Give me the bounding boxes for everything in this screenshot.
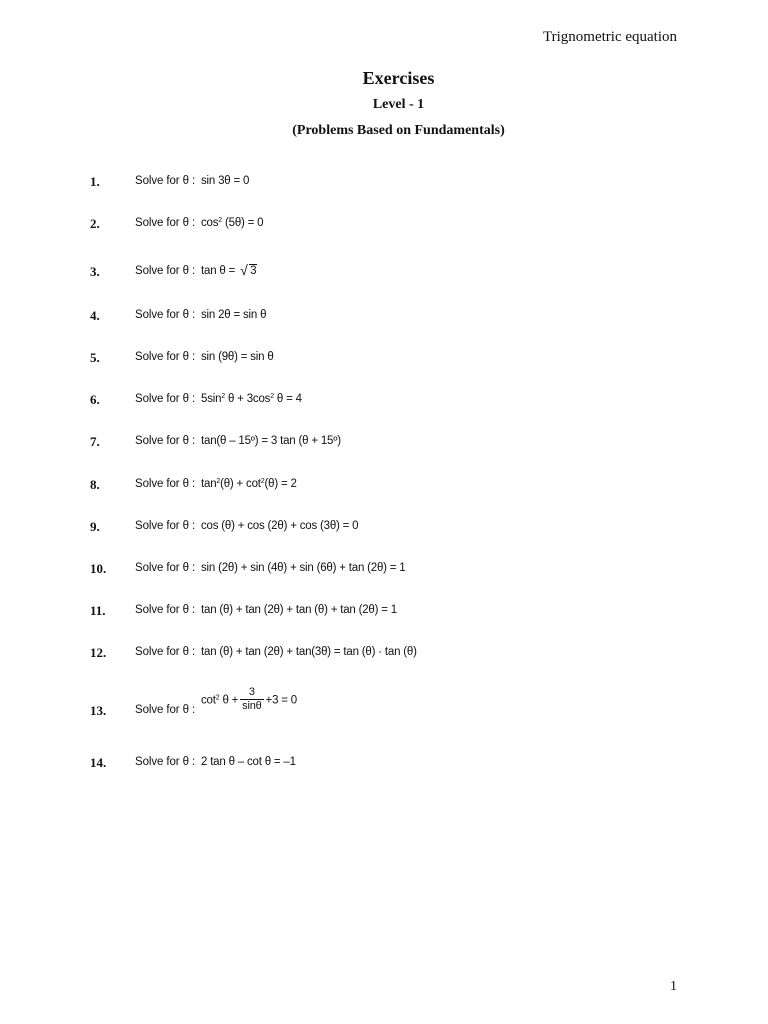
problem-prefix: Solve for θ :	[135, 351, 196, 363]
problem-item	[90, 755, 690, 775]
eq-superscript: 2	[216, 478, 221, 485]
eq-superscript: 2	[270, 393, 274, 400]
problem-number: 2.	[90, 216, 100, 231]
eq-superscript: 2	[215, 694, 220, 702]
level-heading: Level - 1	[372, 97, 425, 112]
problem-item	[90, 686, 690, 723]
problem-item	[90, 645, 690, 665]
problem-number: 5.	[90, 350, 100, 365]
problem-equation: sin 3θ = 0	[201, 175, 250, 187]
problem-number: 3.	[90, 264, 100, 279]
problem-prefix: Solve for θ :	[135, 562, 196, 574]
problem-equation: 2 tan θ – cot θ = –1	[201, 756, 296, 768]
problem-number: 8.	[90, 477, 100, 492]
problem-equation: sin 2θ = sin θ	[201, 309, 267, 321]
problem-equation	[201, 687, 297, 714]
section-subtitle: (Problems Based on Fundamentals)	[292, 123, 505, 138]
problem-equation: tan (θ) + tan (2θ) + tan (θ) + tan (2θ) = 1	[201, 604, 397, 616]
problem-item	[90, 561, 690, 581]
problem-item	[90, 434, 690, 454]
problem-equation	[201, 217, 263, 229]
problem-prefix: Solve for θ :	[135, 393, 196, 405]
problem-prefix: Solve for θ :	[135, 756, 196, 768]
problem-number: 11.	[90, 603, 106, 618]
problem-item	[90, 264, 690, 284]
problem-equation	[201, 262, 257, 278]
problem-equation: sin (9θ) = sin θ	[201, 351, 274, 363]
eq-part: 5sin	[201, 393, 222, 405]
eq-superscript: 2	[221, 393, 225, 400]
problem-prefix: Solve for θ :	[135, 604, 196, 616]
problem-item	[90, 519, 690, 539]
problem-number: 9.	[90, 519, 100, 534]
problem-number: 4.	[90, 308, 100, 323]
eq-part: (θ) + cot	[220, 478, 261, 490]
problem-item	[90, 308, 690, 328]
fraction-numerator: 3	[240, 686, 263, 700]
page-number: 1	[670, 979, 677, 994]
problem-equation	[201, 478, 297, 490]
problem-item	[90, 603, 690, 623]
problem-prefix: Solve for θ :	[135, 175, 196, 187]
problem-item	[90, 392, 690, 412]
problem-item	[90, 174, 690, 194]
problem-prefix: Solve for θ :	[135, 520, 196, 532]
problem-equation: sin (2θ) + sin (4θ) + sin (6θ) + tan (2θ) = 1	[201, 562, 406, 574]
problem-item	[90, 350, 690, 370]
problem-equation: cos (θ) + cos (2θ) + cos (3θ) = 0	[201, 520, 359, 532]
problem-number: 14.	[90, 755, 107, 770]
eq-superscript: 2	[260, 478, 265, 485]
problem-number: 10.	[90, 561, 107, 576]
problem-number: 7.	[90, 434, 100, 449]
eq-superscript: 2	[218, 217, 222, 224]
eq-part: tan	[201, 478, 217, 490]
problem-number: 1.	[90, 174, 100, 189]
problem-prefix: Solve for θ :	[135, 435, 196, 447]
radicand: 3	[250, 265, 257, 277]
radical-sign-icon: √	[240, 262, 248, 278]
problem-prefix: Solve for θ :	[135, 217, 196, 229]
problem-item	[90, 477, 690, 497]
problem-prefix: Solve for θ :	[135, 478, 196, 490]
fraction	[240, 686, 263, 713]
problem-equation: tan (θ) + tan (2θ) + tan(3θ) = tan (θ) · tan (θ)	[201, 646, 417, 658]
problem-equation	[201, 393, 302, 405]
eq-part: θ = 4	[273, 393, 302, 405]
eq-part: θ +	[219, 694, 239, 707]
fraction-denominator: sinθ	[242, 700, 262, 712]
problem-number: 13.	[90, 703, 107, 718]
eq-part: θ + 3cos	[225, 393, 271, 405]
eq-part: tan θ =	[201, 265, 236, 277]
eq-part: cos	[201, 217, 219, 229]
eq-part: cot	[201, 694, 216, 707]
eq-part: (5θ) = 0	[222, 217, 264, 229]
problem-prefix: Solve for θ :	[135, 265, 196, 277]
eq-part: +3 = 0	[265, 694, 297, 707]
problem-number: 6.	[90, 392, 100, 407]
problem-prefix: Solve for θ :	[135, 309, 196, 321]
problem-item	[90, 216, 690, 236]
problem-prefix: Solve for θ :	[135, 704, 196, 716]
eq-part: (θ) = 2	[264, 478, 297, 490]
problem-prefix: Solve for θ :	[135, 646, 196, 658]
problem-number: 12.	[90, 645, 107, 660]
problem-equation: tan(θ – 15º) = 3 tan (θ + 15º)	[201, 435, 341, 447]
running-header: Trignometric equation	[542, 29, 677, 45]
square-root	[240, 262, 257, 278]
page-title: Exercises	[362, 68, 435, 88]
